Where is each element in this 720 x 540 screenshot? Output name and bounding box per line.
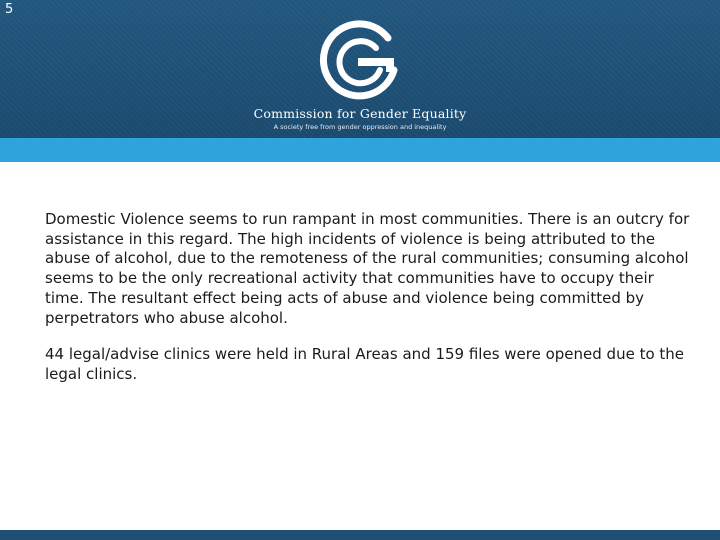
header-banner — [0, 0, 720, 138]
footer-bar — [0, 530, 720, 540]
accent-bar — [0, 138, 720, 162]
body-paragraph: Domestic Violence seems to run rampant in most communities. There is an outcry for assistance in this regard. The high incidents of violence is being attributed to the abuse of alcohol, due to the remoteness of the rural communities; consuming alcohol seems to be the only recreational activity that communities have to occupy their time. The resultant effect being acts of abuse and violence being committed by perpetrators who abuse alcohol. — [45, 210, 690, 327]
organization-tagline: A society free from gender oppression and inequality — [273, 123, 447, 131]
organization-name: Commission for Gender Equality — [253, 106, 467, 121]
slide-number: 5 — [5, 2, 14, 17]
cge-logo-icon — [314, 18, 404, 104]
body-paragraph: 44 legal/advise clinics were held in Rural Areas and 159 files were opened due to the legal clinics. — [45, 345, 685, 383]
slide-body — [45, 210, 695, 385]
